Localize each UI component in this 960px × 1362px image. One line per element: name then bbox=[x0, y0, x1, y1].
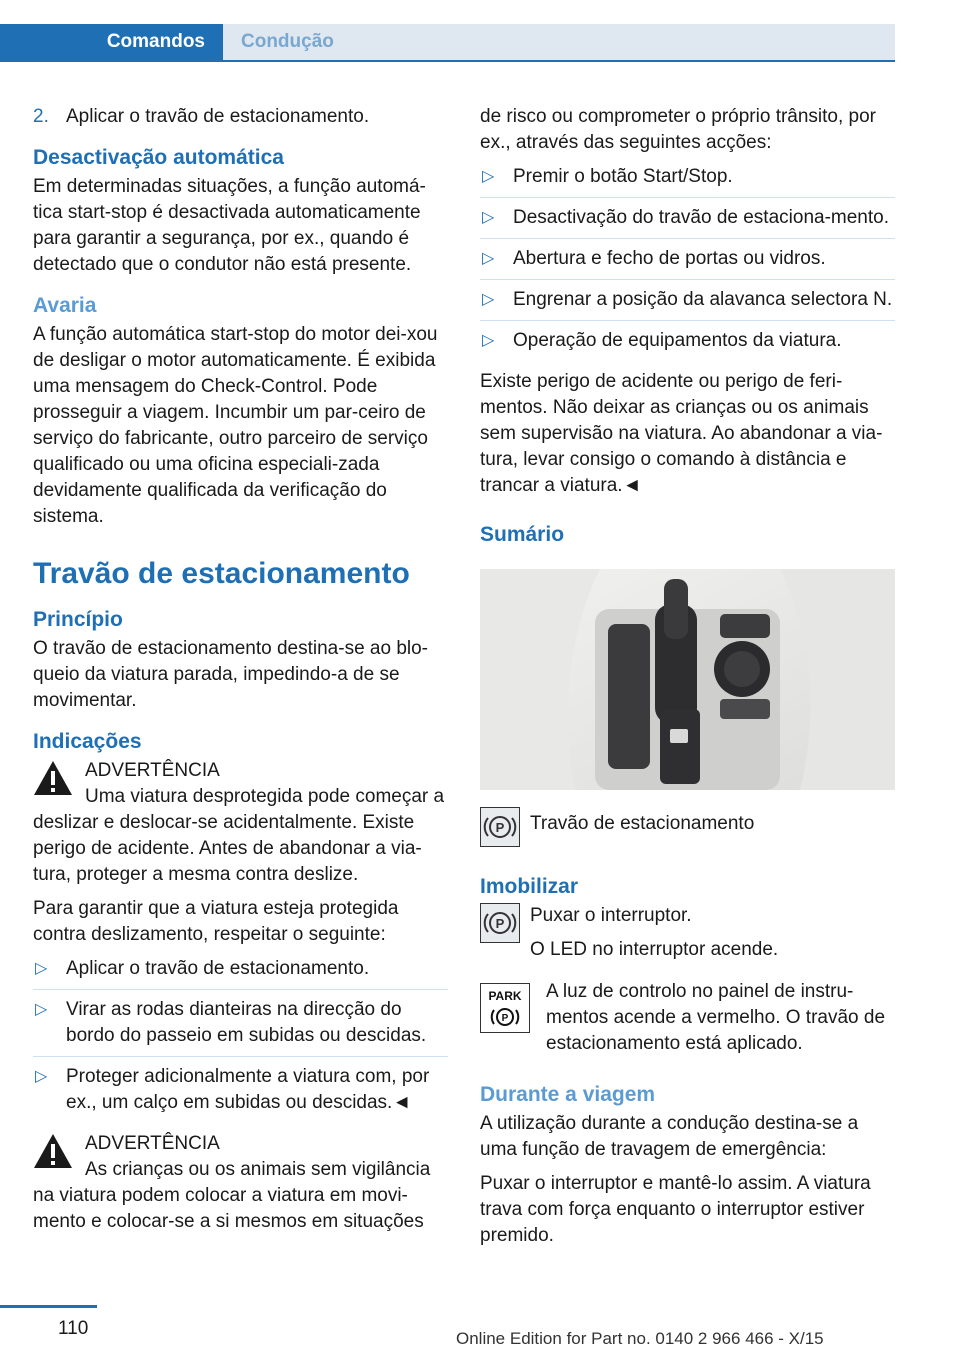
list-item-text: Abertura e fecho de portas ou vidros. bbox=[513, 248, 826, 269]
park-label: PARK bbox=[488, 989, 522, 1003]
triangle-bullet-icon: ▷ bbox=[482, 332, 495, 349]
list-item bbox=[480, 246, 895, 280]
triangle-bullet-icon: ▷ bbox=[35, 1068, 48, 1085]
svg-text:P: P bbox=[501, 1013, 509, 1024]
tab-conducao[interactable]: Condução bbox=[223, 24, 895, 60]
warning-title: ADVERTÊNCIA bbox=[85, 1133, 220, 1154]
parking-brake-switch-icon bbox=[480, 903, 520, 943]
footer-rule bbox=[0, 1305, 97, 1308]
list-item-text: Desactivação do travão de estaciona‐mento. bbox=[513, 207, 889, 228]
triangle-bullet-icon: ▷ bbox=[35, 960, 48, 977]
list-item-text: Virar as rodas dianteiras na direcção do bordo do passeio em subidas ou descidas. bbox=[66, 999, 427, 1046]
warning-triangle-icon bbox=[33, 760, 73, 796]
paragraph-continued: de risco ou comprometer o próprio trânsito, por ex., através das seguintes acções: bbox=[480, 106, 877, 153]
heading-sumario: Sumário bbox=[480, 523, 565, 546]
section-title: Travão de estacionamento bbox=[33, 557, 410, 590]
park-warning-light-icon bbox=[480, 983, 530, 1033]
paragraph-danger: Existe perigo de acidente ou perigo de feri‐mentos. Não deixar as crianças ou os animais sem supervisão na viatura. Ao abandonar a via‐tura, levar consigo o comando à distância e trancar a viatura.◄ bbox=[480, 371, 883, 496]
paragraph-viagem-2: Puxar o interruptor e mantê-lo assim. A viatura trava com força enquanto o interruptor estiver premido. bbox=[480, 1173, 871, 1246]
list-item-text: Proteger adicionalmente a viatura com, por ex., um calço em subidas ou descidas.◄ bbox=[66, 1066, 430, 1113]
left-column bbox=[33, 104, 448, 1243]
list-item-text: Engrenar a posição da alavanca selectora N. bbox=[513, 289, 893, 310]
svg-text:P: P bbox=[495, 916, 505, 931]
center-console-photo bbox=[480, 569, 895, 790]
heading-principio: Princípio bbox=[33, 608, 123, 631]
heading-avaria: Avaria bbox=[33, 294, 97, 317]
warning-title: ADVERTÊNCIA bbox=[85, 760, 220, 781]
list-item bbox=[33, 997, 448, 1057]
page-number: 110 bbox=[58, 1318, 89, 1339]
svg-text:P: P bbox=[495, 820, 505, 835]
step-text: Aplicar o travão de estacionamento. bbox=[66, 106, 370, 127]
park-indicator-row bbox=[480, 979, 895, 1057]
header-tabs bbox=[0, 24, 895, 60]
warning-triangle-icon bbox=[33, 1133, 73, 1169]
heading-indicacoes: Indicações bbox=[33, 730, 142, 753]
warning-text-2-content: As crianças ou os animais sem vigilância na viatura podem colocar a viatura em movi‐mento e colocar-se a si mesmos em situações bbox=[33, 1159, 431, 1232]
triangle-bullet-icon: ▷ bbox=[35, 1001, 48, 1018]
list-item bbox=[480, 287, 895, 321]
heading-desactivacao: Desactivação automática bbox=[33, 146, 284, 169]
list-item-text: Operação de equipamentos da viatura. bbox=[513, 330, 842, 351]
edition-text: Online Edition for Part no. 0140 2 966 466 - X/15 bbox=[456, 1329, 824, 1348]
warning-block-1 bbox=[33, 758, 448, 784]
heading-imobilizar: Imobilizar bbox=[480, 875, 579, 898]
actions-list bbox=[480, 164, 895, 361]
imobilizar-row bbox=[480, 903, 895, 963]
tab-comandos[interactable]: Comandos bbox=[0, 24, 223, 60]
right-column bbox=[480, 104, 895, 1257]
list-item bbox=[33, 956, 448, 990]
paragraph-desactivacao: Em determinadas situações, a função automá‐tica start-stop é desactivada automaticamente para garantir a segurança, por ex., quando é detectado que o condutor não está presente. bbox=[33, 176, 426, 275]
parking-brake-icon bbox=[480, 807, 520, 847]
list-item bbox=[33, 1064, 448, 1123]
triangle-bullet-icon: ▷ bbox=[482, 291, 495, 308]
numbered-step bbox=[33, 104, 448, 130]
warning-list bbox=[33, 956, 448, 1123]
warning-text-1 bbox=[33, 784, 448, 888]
list-item-text: Premir o botão Start/Stop. bbox=[513, 166, 733, 187]
heading-viagem: Durante a viagem bbox=[480, 1083, 656, 1106]
paragraph-avaria: A função automática start-stop do motor dei‐xou de desligar o motor automaticamente. É exibida uma mensagem do Check-Control. Pode prosseguir a viagem. Incumbir um par‐ceiro de serviço do fabricante, outro parceiro de serviço qualificado ou uma oficina especiali‐zada devidamente qualificada da verificação do sistema. bbox=[33, 324, 438, 527]
list-item bbox=[480, 164, 895, 198]
imobilizar-line-1: Puxar o interruptor. bbox=[530, 905, 692, 926]
warning-text-1-content: Uma viatura desprotegida pode começar a deslizar e deslocar-se acidentalmente. Existe perigo de acidente. Antes de abandonar a via‐tura, proteger a mesma contra deslize. bbox=[33, 786, 445, 885]
header-rule bbox=[0, 60, 895, 62]
imobilizar-line-2: O LED no interruptor acende. bbox=[530, 939, 779, 960]
warning-block-2 bbox=[33, 1131, 448, 1157]
paragraph-viagem-1: A utilização durante a condução destina-se a uma função de travagem de emergência: bbox=[480, 1113, 859, 1160]
caption-row bbox=[480, 807, 895, 849]
list-item bbox=[480, 205, 895, 239]
list-item-text: Aplicar o travão de estacionamento. bbox=[66, 958, 370, 979]
step-number: 2. bbox=[33, 106, 49, 127]
triangle-bullet-icon: ▷ bbox=[482, 209, 495, 226]
triangle-bullet-icon: ▷ bbox=[482, 168, 495, 185]
triangle-bullet-icon: ▷ bbox=[482, 250, 495, 267]
caption-text: Travão de estacionamento bbox=[530, 813, 755, 834]
imobilizar-text bbox=[480, 903, 895, 963]
paragraph-principio: O travão de estacionamento destina-se ao blo‐queio da viatura parada, impedindo-a de se movimentar. bbox=[33, 638, 429, 711]
warning-text-2 bbox=[33, 1157, 448, 1235]
list-item bbox=[480, 328, 895, 361]
warning-intro: Para garantir que a viatura esteja protegida contra deslizamento, respeitar o seguinte: bbox=[33, 898, 399, 945]
park-text: A luz de controlo no painel de instru‐mentos acende a vermelho. O travão de estacionamento está aplicado. bbox=[546, 981, 886, 1054]
